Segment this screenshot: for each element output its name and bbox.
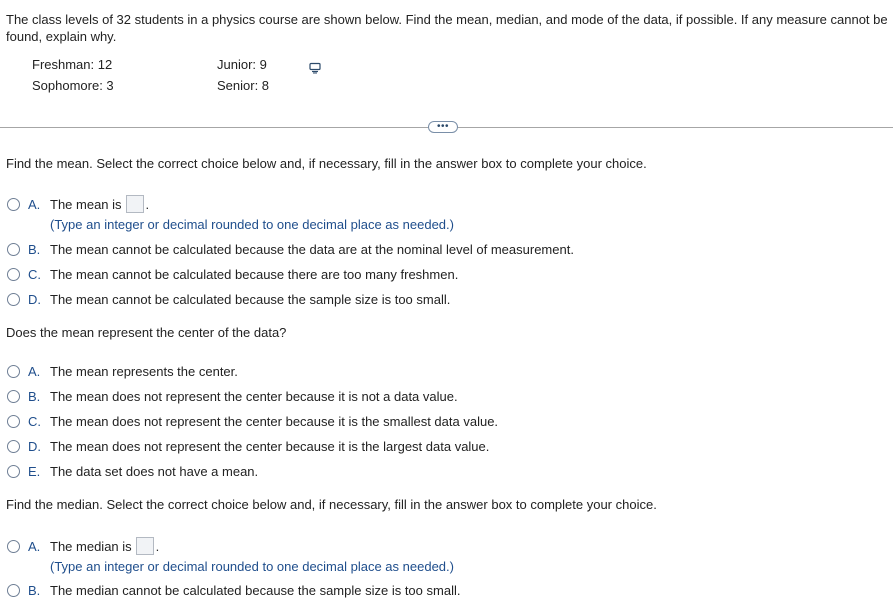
option-letter: D. (28, 291, 41, 307)
radio-button[interactable] (7, 465, 20, 478)
option-text: The mean cannot be calculated because the data are at the nominal level of measurement. (50, 241, 574, 257)
center-option-a[interactable] (7, 362, 238, 380)
median-option-b[interactable] (7, 581, 460, 599)
option-text: The mean cannot be calculated because the sample size is too small. (50, 291, 451, 307)
option-letter: B. (28, 241, 41, 257)
option-letter: C. (28, 266, 41, 282)
option-letter: A. (28, 538, 41, 554)
junior-count: Junior: 9 (217, 57, 267, 72)
option-letter: B. (28, 388, 41, 404)
radio-button[interactable] (7, 584, 20, 597)
sophomore-count: Sophomore: 3 (32, 78, 114, 93)
radio-button[interactable] (7, 415, 20, 428)
option-letter: D. (28, 438, 41, 454)
radio-button[interactable] (7, 540, 20, 553)
radio-button[interactable] (7, 198, 20, 211)
senior-count: Senior: 8 (217, 78, 270, 93)
median-option-a[interactable] (7, 537, 159, 555)
median-answer-box[interactable] (136, 537, 154, 555)
freshman-count: Freshman: 12 (32, 57, 113, 72)
median-hint: (Type an integer or decimal rounded to one decimal place as needed.) (50, 559, 454, 574)
option-text: The mean does not represent the center because it is the largest data value. (50, 438, 490, 454)
option-suffix: . (145, 196, 150, 212)
problem-statement: The class levels of 32 students in a physics course are shown below. Find the mean, median, and mode of the data, if possible. If any measure cannot be found, explain why. (6, 12, 888, 44)
radio-button[interactable] (7, 293, 20, 306)
mean-option-d[interactable] (7, 290, 450, 308)
option-letter: A. (28, 363, 41, 379)
option-text: The mean represents the center. (50, 363, 238, 379)
option-letter: B. (28, 582, 41, 598)
mean-option-b[interactable] (7, 240, 574, 258)
option-letter: A. (28, 196, 41, 212)
radio-button[interactable] (7, 390, 20, 403)
option-text: The data set does not have a mean. (50, 463, 259, 479)
option-suffix: . (155, 538, 160, 554)
expand-button[interactable]: ••• (428, 121, 458, 133)
mean-instruction: Find the mean. Select the correct choice below and, if necessary, fill in the answer box to complete your choice. (6, 156, 647, 171)
option-letter: E. (28, 463, 41, 479)
radio-button[interactable] (7, 243, 20, 256)
option-text: The median cannot be calculated because the sample size is too small. (50, 582, 461, 598)
radio-button[interactable] (7, 440, 20, 453)
center-option-c[interactable] (7, 412, 498, 430)
mean-option-a[interactable] (7, 195, 149, 213)
mean-hint: (Type an integer or decimal rounded to one decimal place as needed.) (50, 217, 454, 232)
option-text: The mean cannot be calculated because there are too many freshmen. (50, 266, 459, 282)
option-letter: C. (28, 413, 41, 429)
center-option-d[interactable] (7, 437, 489, 455)
mean-answer-box[interactable] (126, 195, 144, 213)
option-text: The mean does not represent the center because it is not a data value. (50, 388, 458, 404)
center-option-e[interactable] (7, 462, 258, 480)
mean-option-c[interactable] (7, 265, 458, 283)
radio-button[interactable] (7, 365, 20, 378)
option-text: The mean does not represent the center because it is the smallest data value. (50, 413, 499, 429)
center-option-b[interactable] (7, 387, 458, 405)
option-text: The median is (50, 538, 132, 554)
option-text: The mean is (50, 196, 122, 212)
radio-button[interactable] (7, 268, 20, 281)
median-instruction: Find the median. Select the correct choice below and, if necessary, fill in the answer box to complete your choice. (6, 497, 657, 512)
center-question: Does the mean represent the center of the data? (6, 325, 287, 340)
copy-data-icon[interactable] (309, 62, 321, 74)
